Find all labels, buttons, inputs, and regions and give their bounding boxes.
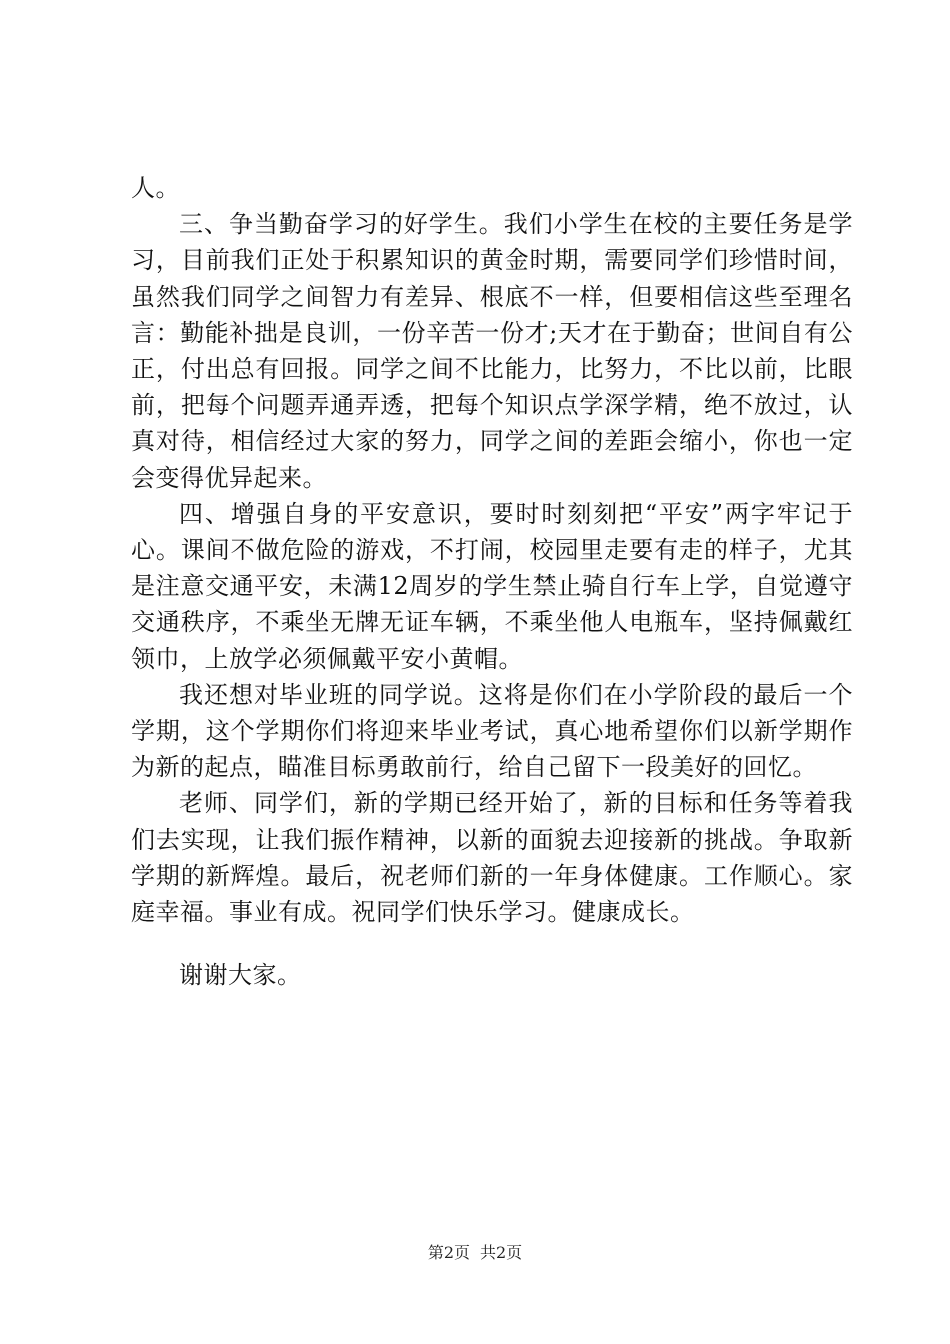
paragraph-safety-awareness: 四、增强自身的平安意识，要时时刻刻把“平安”两字牢记于心。课间不做危险的游戏，不打闹，校园里走要有走的样子，尤其是注意交通平安，未满12周岁的学生禁止骑自行车上学，自觉遵守交通秩序，不乘坐无牌无证车辆，不乘坐他人电瓶车，坚持佩戴红领巾，上放学必须佩戴平安小黄帽。 xyxy=(131,499,853,673)
page-number: 第2页 xyxy=(427,1243,470,1262)
paragraph-closing-wishes: 老师、同学们，新的学期已经开始了，新的目标和任务等着我们去实现，让我们振作精神，以新的面貌去迎接新的挑战。争取新学期的新辉煌。最后，祝老师们新的一年身体健康。工作顺心。家庭幸福。事业有成。祝同学们快乐学习。健康成长。 xyxy=(131,789,853,927)
page-footer xyxy=(0,1243,950,1263)
page-total: 共2页 xyxy=(480,1243,523,1262)
paragraph-graduating-class: 我还想对毕业班的同学说。这将是你们在小学阶段的最后一个学期，这个学期你们将迎来毕业考试，真心地希望你们以新学期作为新的起点，瞄准目标勇敢前行，给自己留下一段美好的回忆。 xyxy=(131,680,853,782)
paragraph-thanks: 谢谢大家。 xyxy=(179,961,302,990)
paragraph-diligent-study: 三、争当勤奋学习的好学生。我们小学生在校的主要任务是学习，目前我们正处于积累知识的黄金时期，需要同学们珍惜时间，虽然我们同学之间智力有差异、根底不一样，但要相信这些至理名言：勤能补拙是良训，一份辛苦一份才;天才在于勤奋；世间自有公正，付出总有回报。同学之间不比能力，比努力，不比以前，比眼前，把每个问题弄通弄透，把每个知识点学深学精，绝不放过，认真对待，相信经过大家的努力，同学之间的差距会缩小，你也一定会变得优异起来。 xyxy=(131,210,853,492)
paragraph-continuation: 人。 xyxy=(131,174,180,202)
document-body xyxy=(131,170,853,993)
